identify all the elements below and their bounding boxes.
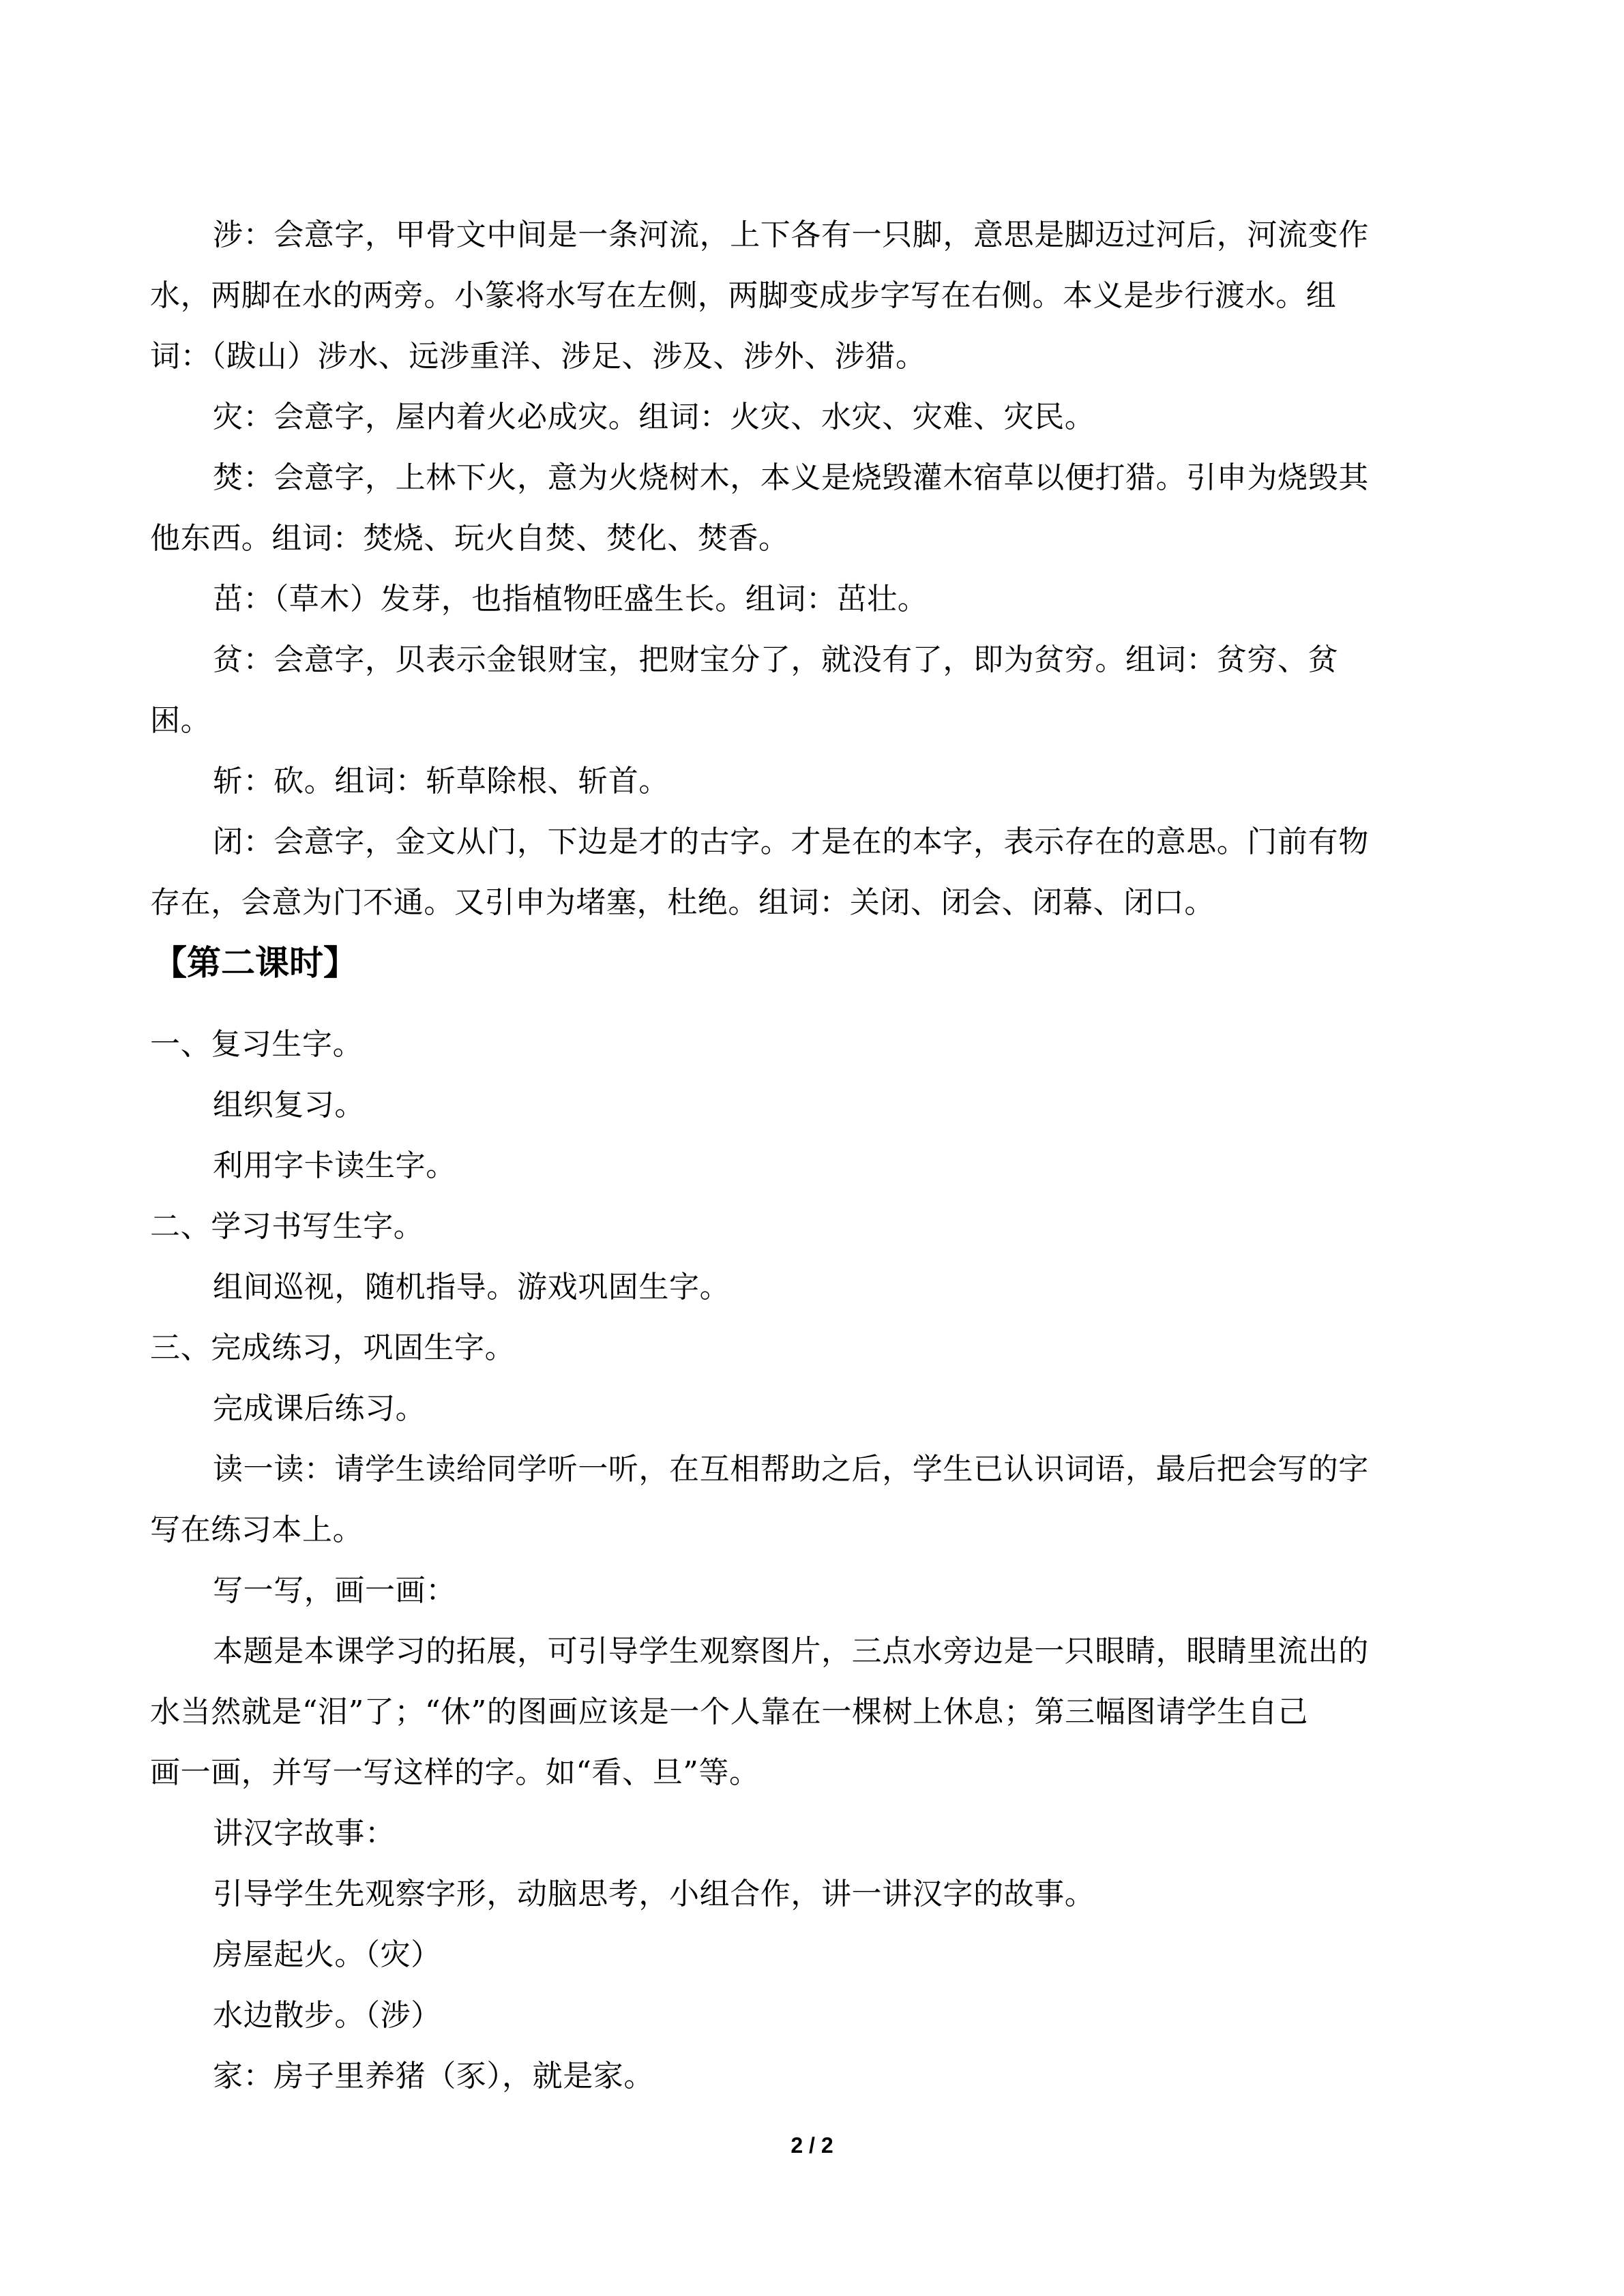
lesson-line: 组间巡视，随机指导。游戏巩固生字。 xyxy=(213,1270,730,1304)
lesson-line: 三、完成练习，巩固生字。 xyxy=(150,1330,516,1365)
lesson-line: 一、复习生字。 xyxy=(150,1027,364,1062)
lesson-line: 水当然就是“泪”了；“休”的图画应该是一个人靠在一棵树上休息；第三幅图请学生自己 xyxy=(150,1695,1308,1729)
paragraph-line: 闭：会意字，金文从门，下边是才的古字。才是在的本字，表示存在的意思。门前有物 xyxy=(213,824,1369,859)
lesson-line: 利用字卡读生字。 xyxy=(213,1148,456,1183)
lesson-line: 写在练习本上。 xyxy=(150,1512,364,1547)
paragraph-line: 涉：会意字，甲骨文中间是一条河流，上下各有一只脚，意思是脚迈过河后，河流变作 xyxy=(213,218,1369,252)
lesson-line: 水边散步。（涉） xyxy=(213,1998,441,2033)
section-heading: 【第二课时】 xyxy=(153,943,357,983)
lesson-line: 讲汉字故事： xyxy=(213,1816,396,1851)
paragraph-line: 词：（跋山）涉水、远涉重洋、涉足、涉及、涉外、涉猎。 xyxy=(150,339,926,374)
lesson-line: 画一画，并写一写这样的字。如“看、旦”等。 xyxy=(150,1755,760,1790)
paragraph-line: 他东西。组词：焚烧、玩火自焚、焚化、焚香。 xyxy=(150,521,789,556)
paragraph-line: 茁：（草木）发芽，也指植物旺盛生长。组词：茁壮。 xyxy=(213,582,928,616)
lesson-line: 房屋起火。（灾） xyxy=(213,1937,441,1972)
lesson-line: 本题是本课学习的拓展，可引导学生观察图片，三点水旁边是一只眼睛，眼睛里流出的 xyxy=(213,1634,1369,1669)
lesson-line: 完成课后练习。 xyxy=(213,1391,426,1426)
paragraph-line: 存在，会意为门不通。又引申为堵塞，杜绝。组词：关闭、闭会、闭幕、闭口。 xyxy=(150,885,1215,920)
lesson-line: 组织复习。 xyxy=(213,1088,365,1122)
lesson-line: 家：房子里养猪（豕），就是家。 xyxy=(213,2059,654,2093)
paragraph-line: 灾：会意字，屋内着火必成灾。组词：火灾、水灾、灾难、灾民。 xyxy=(213,400,1095,434)
page-number: 2 / 2 xyxy=(791,2133,833,2158)
paragraph-line: 困。 xyxy=(150,703,211,738)
paragraph-line: 焚：会意字，上林下火，意为火烧树木，本义是烧毁灌木宿草以便打猎。引申为烧毁其 xyxy=(213,460,1369,495)
lesson-line: 二、学习书写生字。 xyxy=(150,1209,424,1244)
paragraph-line: 水，两脚在水的两旁。小篆将水写在左侧，两脚变成步字写在右侧。本义是步行渡水。组 xyxy=(150,278,1337,313)
lesson-line: 写一写，画一画： xyxy=(213,1573,456,1608)
paragraph-line: 贫：会意字，贝表示金银财宝，把财宝分了，就没有了，即为贫穷。组词：贫穷、贫 xyxy=(213,642,1339,677)
paragraph-line: 斩：砍。组词：斩草除根、斩首。 xyxy=(213,764,669,799)
lesson-line: 引导学生先观察字形，动脑思考，小组合作，讲一讲汉字的故事。 xyxy=(213,1877,1095,1911)
lesson-line: 读一读：请学生读给同学听一听，在互相帮助之后，学生已认识词语，最后把会写的字 xyxy=(213,1452,1369,1487)
